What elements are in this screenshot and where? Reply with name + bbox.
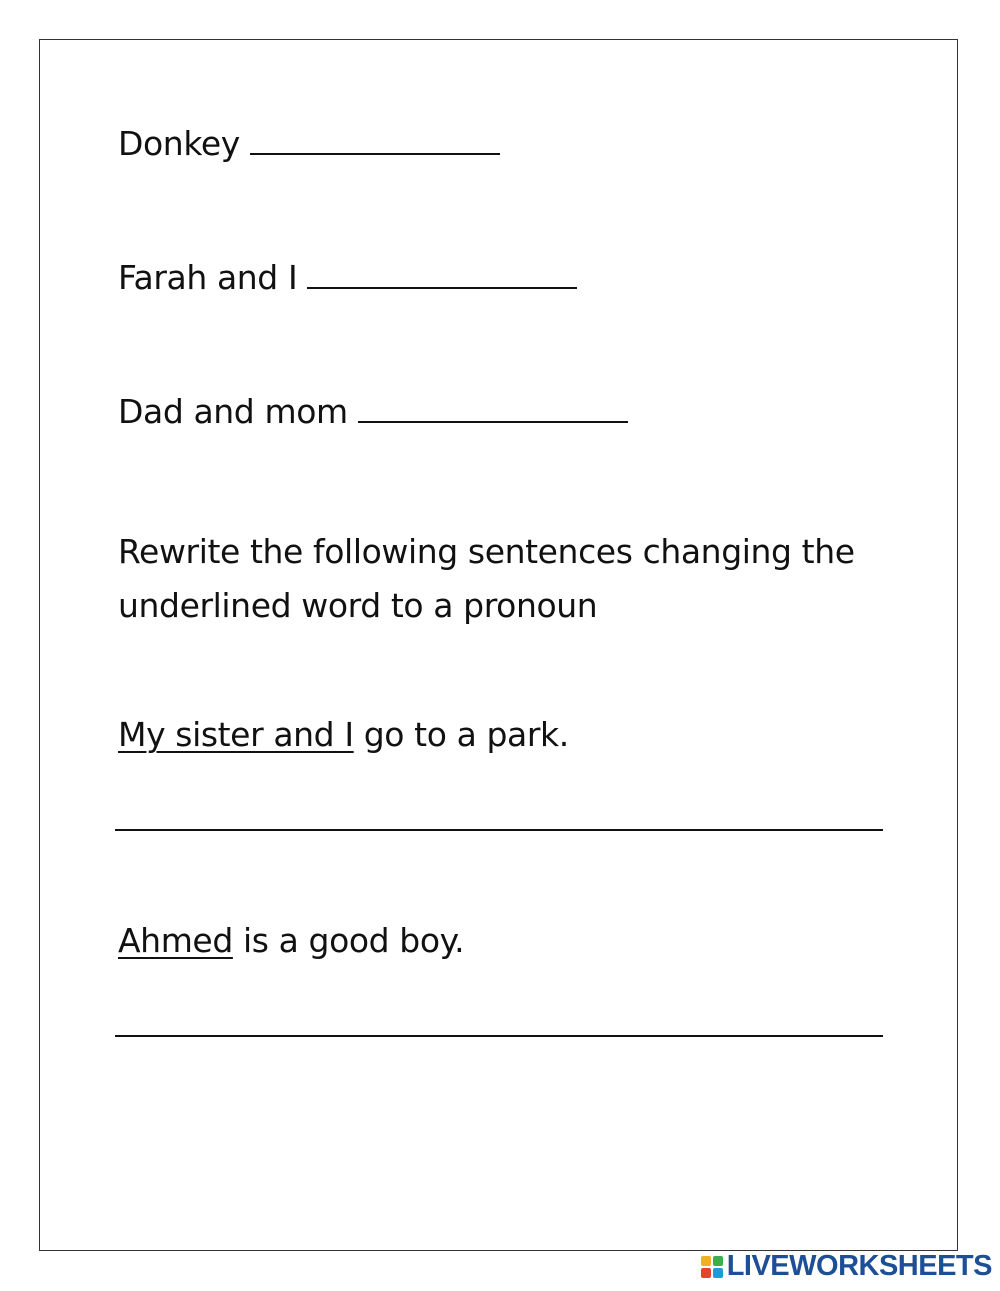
logo-block-3 bbox=[701, 1268, 711, 1278]
liveworksheets-logo bbox=[701, 1250, 992, 1283]
item-row-dad-and-mom bbox=[118, 392, 628, 432]
logo-block-2 bbox=[713, 1256, 723, 1266]
answer-line-2[interactable] bbox=[115, 1035, 883, 1037]
logo-blocks-icon bbox=[701, 1256, 723, 1278]
sentence-1 bbox=[118, 715, 569, 755]
answer-blank[interactable] bbox=[358, 403, 628, 423]
underlined-word: Ahmed bbox=[118, 921, 233, 960]
answer-line-1[interactable] bbox=[115, 829, 883, 831]
item-label: Donkey bbox=[118, 124, 240, 163]
sentence-2 bbox=[118, 921, 464, 961]
logo-block-1 bbox=[701, 1256, 711, 1266]
worksheet-page bbox=[39, 39, 958, 1251]
item-row-farah bbox=[118, 258, 577, 298]
brand-name: LIVEWORKSHEETS bbox=[726, 1250, 992, 1282]
sentence-rest: is a good boy. bbox=[232, 921, 465, 960]
answer-blank[interactable] bbox=[250, 135, 500, 155]
item-label: Farah and I bbox=[118, 258, 298, 297]
instruction-text: Rewrite the following sentences changing the underlined word to a pronoun bbox=[118, 532, 855, 625]
answer-blank[interactable] bbox=[307, 269, 577, 289]
underlined-word: My sister and I bbox=[118, 715, 354, 754]
item-label: Dad and mom bbox=[118, 392, 348, 431]
sentence-rest: go to a park. bbox=[353, 715, 569, 754]
logo-block-4 bbox=[713, 1268, 723, 1278]
item-row-donkey bbox=[118, 124, 500, 164]
